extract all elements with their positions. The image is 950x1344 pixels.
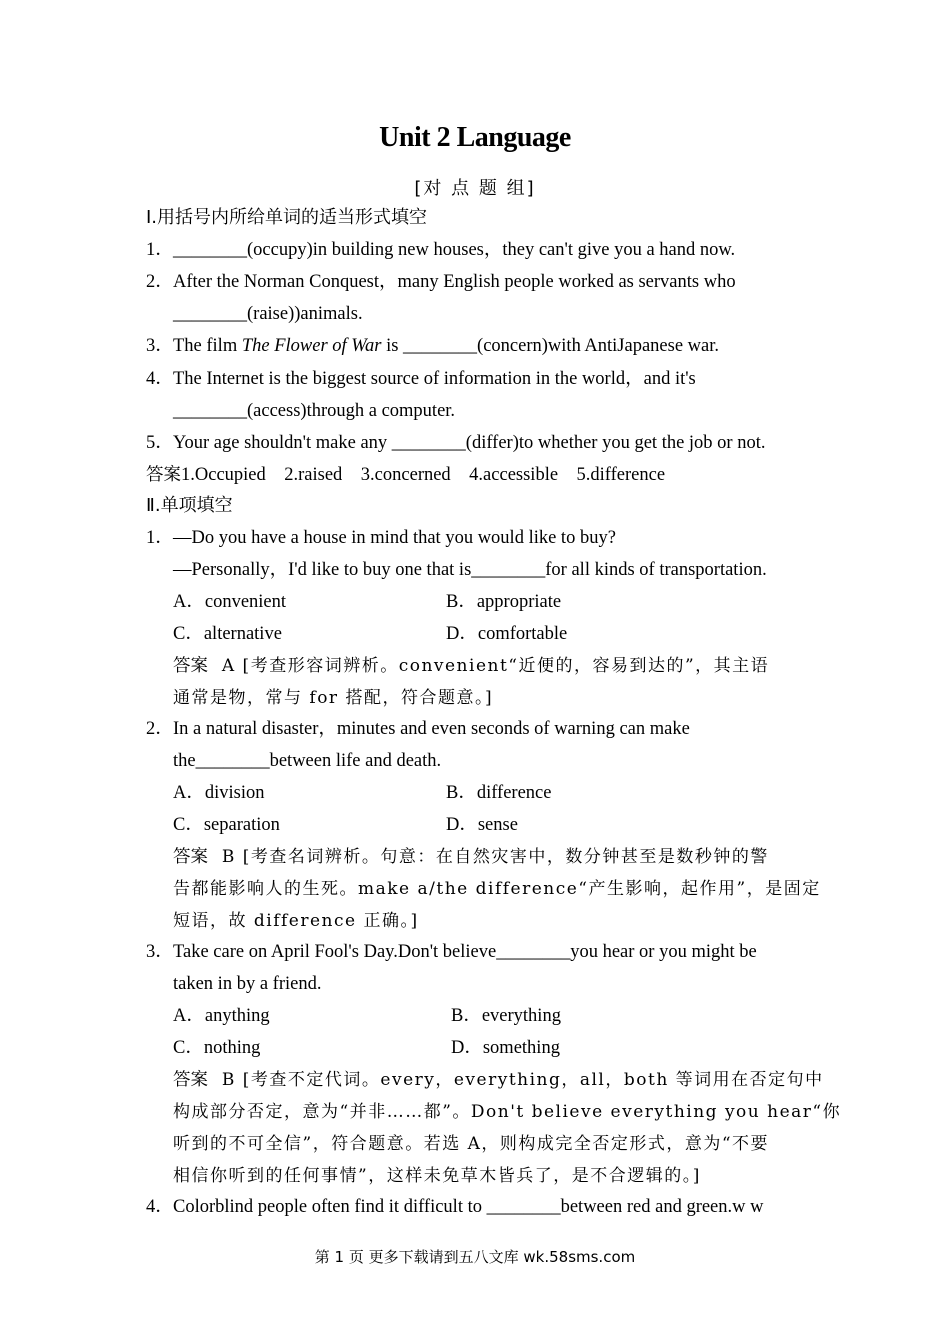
option-c: C．nothing xyxy=(173,1038,261,1058)
footer-text: 更多下载请到五八文库 wk.58sms.com xyxy=(363,1248,636,1266)
question-text: —Personally，I'd like to buy one that is________for all kinds of transportation. xyxy=(173,560,767,580)
option-b: B．appropriate xyxy=(446,592,562,612)
option-a: A．division xyxy=(173,783,265,803)
question-text-part: is ________(concern)with AntiJapanese war. xyxy=(381,336,720,356)
question-text-part: The film xyxy=(173,336,242,356)
answer-values: 1.Occupied 2.raised 3.concerned 4.accessible 5.difference xyxy=(181,465,666,485)
answer-row xyxy=(146,463,665,487)
answer-text: 短语，故 difference 正确。] xyxy=(173,911,419,931)
option-d: D．comfortable xyxy=(446,624,568,644)
answer-label: 答案 xyxy=(173,656,208,676)
question-text: the________between life and death. xyxy=(173,751,442,771)
option-c: C．separation xyxy=(173,815,280,835)
film-title: The Flower of War xyxy=(241,336,382,356)
question-text: The Internet is the biggest source of information in the world，and it's xyxy=(173,369,696,389)
answer-text: 听到的不可全信”，符合题意。若选 A，则构成完全否定形式，意为“不要 xyxy=(173,1134,770,1154)
question-number: 3． xyxy=(146,336,174,356)
option-c: C．alternative xyxy=(173,624,282,644)
question-text: Colorblind people often find it difficult to ________between red and green.w w xyxy=(173,1197,764,1217)
answer-text: 构成部分否定，意为“并非……都”。Don't believe everything you hear“你 xyxy=(173,1102,842,1122)
answer-label: 答案 xyxy=(173,847,208,867)
option-b: B．difference xyxy=(446,783,552,803)
question-text: ________(access)through a computer. xyxy=(173,401,456,421)
option-a: A．convenient xyxy=(173,592,287,612)
section2-heading: Ⅱ.单项填空 xyxy=(146,495,233,516)
option-d: D．something xyxy=(451,1038,560,1058)
question-text: taken in by a friend. xyxy=(173,974,322,994)
question-number: 2． xyxy=(146,719,174,739)
answer-text: 告都能影响人的生死。make a/the difference“产生影响，起作用”，是固定 xyxy=(173,879,821,899)
question-text: —Do you have a house in mind that you would like to buy? xyxy=(173,528,616,548)
answer-text: 相信你听到的任何事情”，这样未免草木皆兵了，是不合逻辑的。] xyxy=(173,1166,701,1186)
answer-explanation xyxy=(173,654,769,678)
question-number: 3． xyxy=(146,942,174,962)
answer-label: 答案 xyxy=(173,1070,208,1090)
answer-explanation xyxy=(173,845,769,869)
option-a: A．anything xyxy=(173,1006,270,1026)
question-text: ________(raise))animals. xyxy=(173,304,363,324)
question-number: 1． xyxy=(146,240,174,260)
answer-label: 答案 xyxy=(146,465,181,485)
question-text: ________(occupy)in building new houses，they can't give you a hand now. xyxy=(173,240,736,260)
option-d: D．sense xyxy=(446,815,518,835)
page-title: Unit 2 Language xyxy=(379,122,571,153)
question-number: 4． xyxy=(146,369,174,389)
question-text: Take care on April Fool's Day.Don't believe________you hear or you might be xyxy=(173,942,757,962)
section1-heading: Ⅰ.用括号内所给单词的适当形式填空 xyxy=(146,207,428,228)
page-footer xyxy=(0,1246,950,1267)
answer-text: 通常是物，常与 for 搭配，符合题意。] xyxy=(173,688,494,708)
question-number: 1． xyxy=(146,528,174,548)
question-text: Your age shouldn't make any ________(differ)to whether you get the job or not. xyxy=(173,433,766,453)
question-text: After the Norman Conquest，many English people worked as servants who xyxy=(173,272,736,292)
answer-text: B [考查名词辨析。句意：在自然灾害中，数分钟甚至是数秒钟的警 xyxy=(221,847,769,867)
answer-text: A [考查形容词辨析。convenient“近便的，容易到达的”，其主语 xyxy=(221,656,770,676)
page-number: 第 1 页 xyxy=(314,1248,364,1266)
question-text: In a natural disaster，minutes and even seconds of warning can make xyxy=(173,719,690,739)
question-number: 5． xyxy=(146,433,174,453)
question-text xyxy=(173,334,719,358)
subtitle: [对 点 题 组] xyxy=(414,178,536,199)
answer-explanation xyxy=(173,1068,824,1092)
answer-text: B [考查不定代词。every，everything，all，both 等词用在否定句中 xyxy=(221,1070,824,1090)
question-number: 2． xyxy=(146,272,174,292)
option-b: B．everything xyxy=(451,1006,561,1026)
question-number: 4． xyxy=(146,1197,174,1217)
